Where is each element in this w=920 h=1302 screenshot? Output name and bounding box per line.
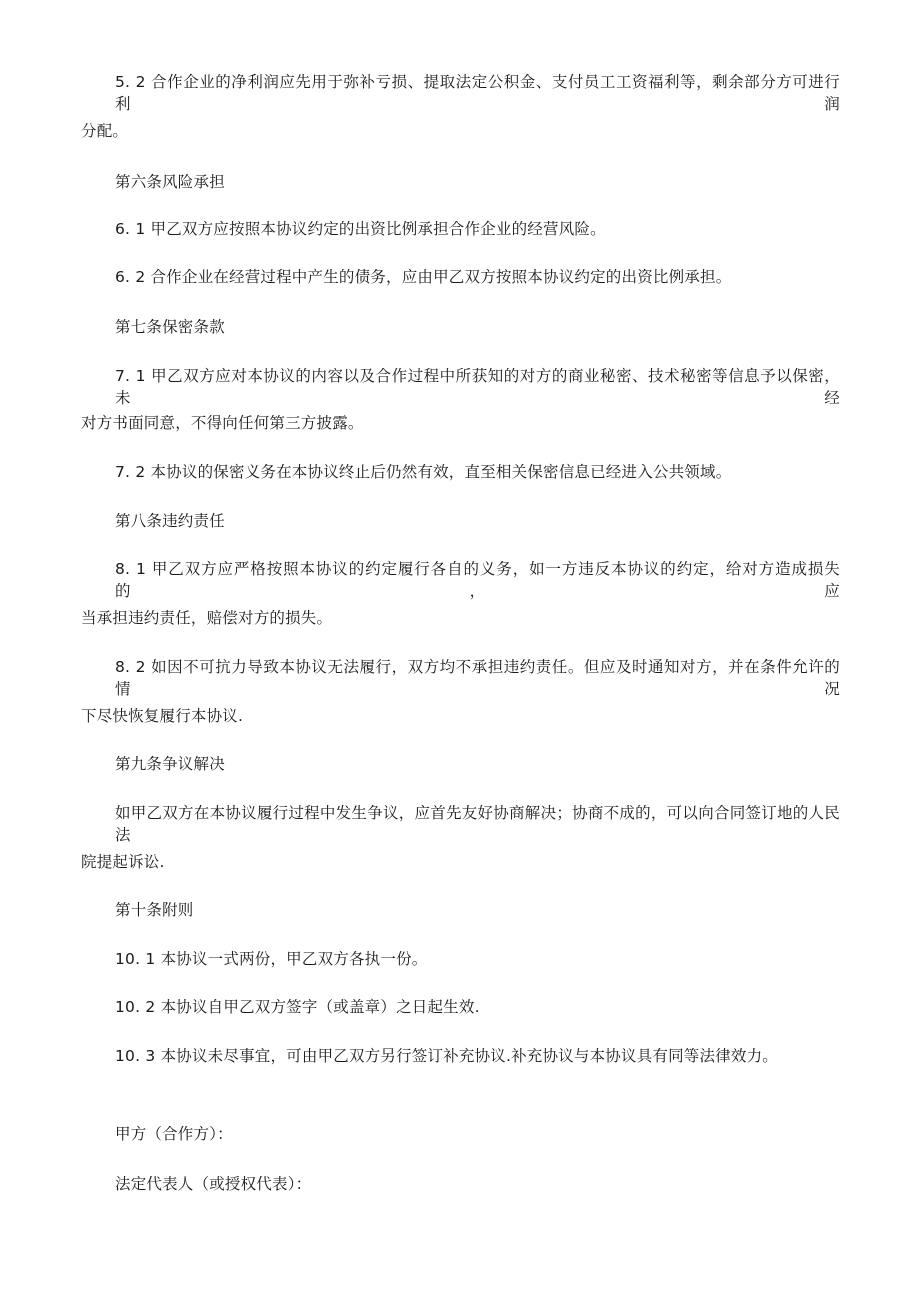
article-9-body-line-1: 如甲乙双方在本协议履行过程中发生争议，应首先友好协商解决；协商不成的，可以向合同签订地的人民法 [115,804,840,844]
article-7-heading: 第七条保密条款 [115,318,225,336]
article-9-heading: 第九条争议解决 [115,755,225,773]
clause-8-2-line-2: 下尽快恢复履行本协议. [81,707,244,725]
clause-6-2: 6. 2 合作企业在经营过程中产生的债务，应由甲乙双方按照本协议约定的出资比例承担。 [115,268,732,286]
article-6-heading: 第六条风险承担 [115,173,225,191]
clause-7-1-line-1: 7. 1 甲乙双方应对本协议的内容以及合作过程中所获知的对方的商业秘密、技术秘密等信息予以保密，未经 [115,367,840,407]
article-9-body-line-2: 院提起诉讼. [81,853,165,871]
legal-representative-label: 法定代表人（或授权代表）： [115,1175,312,1193]
clause-10-1: 10. 1 本协议一式两份，甲乙双方各执一份。 [115,950,428,968]
clause-6-1: 6. 1 甲乙双方应按照本协议约定的出资比例承担合作企业的经营风险。 [115,220,606,238]
article-8-heading: 第八条违约责任 [115,512,225,530]
clause-5-2-line-2: 分配。 [81,122,129,140]
clause-5-2-line-1: 5. 2 合作企业的净利润应先用于弥补亏损、提取法定公积金、支付员工工资福利等，剩余部分方可进行利润 [115,73,840,113]
clause-8-1-line-1: 8. 1 甲乙双方应严格按照本协议的约定履行各自的义务，如一方违反本协议的约定，给对方造成损失的，应 [115,560,840,600]
clause-10-2: 10. 2 本协议自甲乙双方签字（或盖章）之日起生效. [115,998,480,1016]
clause-8-2-line-1: 8. 2 如因不可抗力导致本协议无法履行，双方均不承担违约责任。但应及时通知对方，并在条件允许的情况 [115,658,840,698]
clause-10-3: 10. 3 本协议未尽事宜，可由甲乙双方另行签订补充协议.补充协议与本协议具有同等法律效力。 [115,1047,778,1065]
clause-7-1-line-2: 对方书面同意，不得向任何第三方披露。 [81,414,364,432]
clause-8-1-line-2: 当承担违约责任，赔偿对方的损失。 [81,609,333,627]
party-a-label: 甲方（合作方）： [115,1125,233,1143]
article-10-heading: 第十条附则 [115,901,194,919]
clause-7-2: 7. 2 本协议的保密义务在本协议终止后仍然有效，直至相关保密信息已经进入公共领域。 [115,463,732,481]
